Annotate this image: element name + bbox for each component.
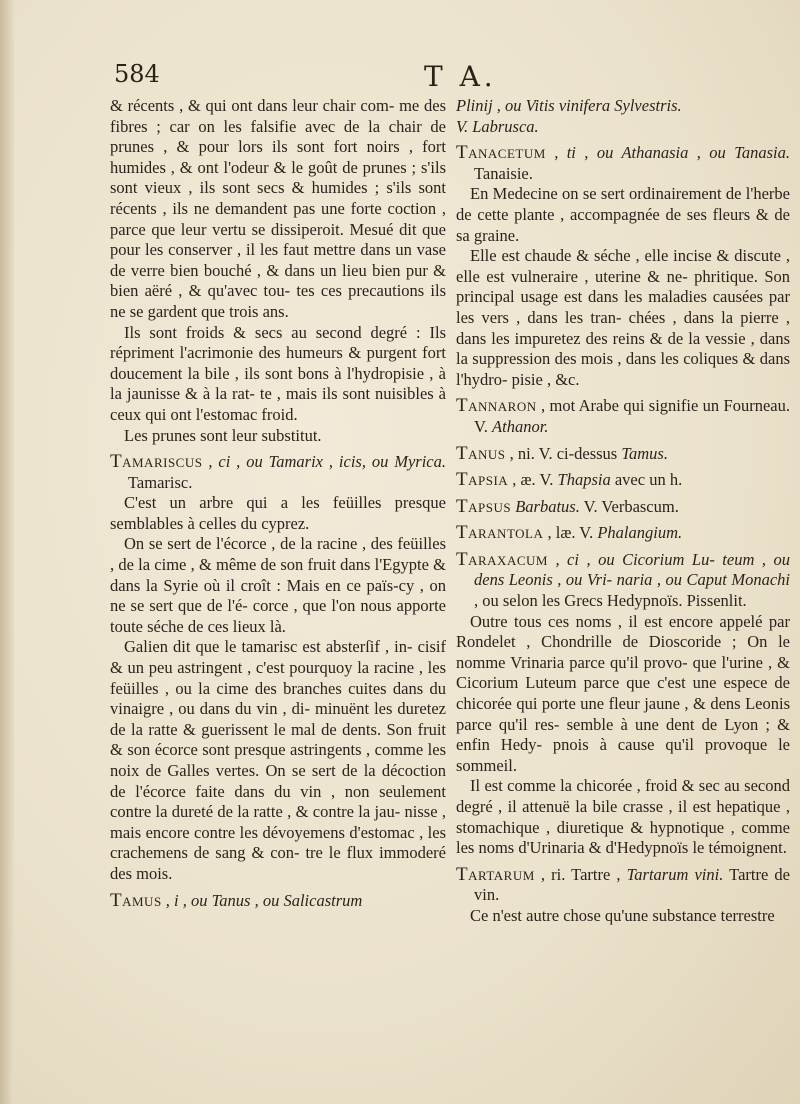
entry-definition: , mot Arabe qui signifie un Fourneau. V. (474, 396, 790, 436)
dictionary-entry (456, 444, 790, 465)
dictionary-entry (456, 396, 790, 437)
paragraph: & récents , & qui ont dans leur chair com- me des fibres ; car on les falsifie avec de la chair de prunes , & pour lors ils sont fort noirs , fort humides , & ont l'odeur & le goût de prunes ; s'ils sont vieux , ils sont secs & humides ; s'ils sont récents , ils ne demandent pas une forte coction , parce que leur vertu se dissiperoit. Mesué dit que pour les conserver , il les faut mettre dans un vase de verre bien bouché , & dans un lieu bien pur & bien aëré , & qu'avec tou- tes ces precautions ils ne se gardent que trois ans. (110, 96, 446, 321)
entry-definition: , ni. V. ci-dessus (505, 443, 622, 463)
entry-french: Tamarisc. (128, 472, 193, 492)
paragraph: Ce n'est autre chose qu'une substance terrestre (470, 905, 775, 925)
continued-latin: Plinij , ou Vitis vinifera Sylvestris. (456, 96, 682, 115)
paragraph: Il est comme la chicorée , froid & sec au second degré , il attenuë la bile crasse , il est hepatique , stomachique , diuretique & hypnotique , comme les noms d'Urinaria & d'Hedypnoïs le témoignent. (456, 776, 790, 858)
entry-latin: Phalangium. (597, 523, 683, 543)
paragraph: En Medecine on se sert ordinairement de l'herbe de cette plante , accompagnée de ses fleurs & de sa graine. (456, 184, 790, 245)
entry-headword: Tartarum (456, 863, 535, 885)
dictionary-entry (456, 523, 790, 544)
entry-latin: Tamarix , icis, ou Myrica. (268, 452, 446, 472)
page-spine-shadow (0, 0, 14, 1104)
entry-inflection: , i , ou (161, 890, 212, 910)
entry-headword: Tapsus (456, 495, 512, 517)
entry-headword: Tapsia (456, 469, 509, 491)
dictionary-entry (456, 865, 790, 906)
entry-inflection: , ci , ou (547, 549, 623, 569)
entry-inflection: , ci , ou (202, 452, 269, 472)
entry-definition: , læ. V. (543, 523, 598, 543)
paragraph: Les prunes sont leur substitut. (124, 425, 322, 445)
page-header (114, 60, 774, 94)
entry-latin: Tanus , ou Salicastrum (211, 890, 363, 910)
dictionary-entry (456, 143, 790, 184)
dictionary-entry (456, 470, 790, 491)
entry-french: Tanaisie. (474, 163, 533, 183)
entry-latin: Thapsia (557, 470, 611, 490)
right-column (456, 96, 790, 927)
entry-french: Tartre de vin. (474, 864, 790, 905)
entry-latin: Athanasia , ou Tanasia. (621, 143, 790, 163)
entry-french: avec un h. (610, 470, 683, 490)
entry-inflection: , ti , ou (545, 143, 622, 163)
dictionary-entry (456, 497, 790, 518)
cross-reference: V. Labrusca. (456, 116, 539, 136)
entry-latin: Cicorium Lu- teum , ou dens Leonis , ou Vri- naria , ou Caput Monachi (474, 549, 790, 590)
entry-headword: Tamus (110, 889, 162, 911)
paragraph: Ils sont froids & secs au second degré : Ils répriment l'acrimonie des humeurs & purgent fort doucement la bile , ils sont bons à l'hydropisie , à la jaunisse & à la rat- te , mais ils sont nuisibles à ceux qui ont l'estomac froid. (110, 322, 446, 424)
entry-headword: Tamariscus (110, 451, 203, 473)
entry-french: V. Verbascum. (579, 496, 679, 516)
paragraph: Outre tous ces noms , il est encore appelé par Rondelet , Chondrille de Dioscoride ; On le nomme Vrinaria parce qu'il provo- que l'urine , & Cicorium Luteum parce que c'est une espece de chicorée qui porte une fleur jaune , & dens Leonis parce qu'il res- semble à une dent de Lyon ; & enfin Hedy- pnois à cause qu'il provoque le sommeil. (456, 611, 790, 775)
entry-french: , ou selon les Grecs Hedypnoïs. Pissenlit. (474, 591, 747, 611)
entry-headword: Tanacetum (456, 142, 546, 164)
entry-latin: Tamus. (621, 443, 668, 463)
paragraph: On se sert de l'écorce , de la racine , des feüilles , de la cime , & même de son fruit dans l'Egypte & dans la Syrie où il croît : Mais en ce païs-cy , on ne se sert que de l'é- corce , que l'on nous apporte toute séche de ces lieux là. (110, 534, 446, 636)
dictionary-entry (110, 891, 446, 912)
page-number: 584 (114, 60, 160, 88)
entry-headword: Tannaron (456, 395, 537, 417)
entry-definition: , æ. V. (508, 470, 558, 490)
entry-headword: Tanus (456, 442, 506, 464)
paragraph: Galien dit que le tamarisc est absterſif , in- cisif & un peu astringent , c'est pourquoy la racine , les feüilles , ou la cime des branches cuites dans du vinaigre , ou dans du vin , di- minuënt les duretez de la ratte & guerissent le mal de dents. Son fruit & son écorce sont presque astringents , comme les noix de Galles vertes. On se sert de la décoction de l'écorce faite dans du vin , non seulement contre la dureté de la ratte , & contre la jau- nisse , mais encore contre les dévoyemens d'estomac , les crachemens de sang & con- tre le flux immoderé des mois. (110, 637, 446, 883)
entry-latin: Athanor. (492, 416, 549, 436)
dictionary-entry (456, 550, 790, 612)
entry-definition: , ri. Tartre , (534, 864, 627, 884)
entry-headword: Taraxacum (456, 548, 548, 570)
paragraph: Elle est chaude & séche , elle incise & discute , elle est vulneraire , uterine & ne- phritique. Son principal usage est dans les maladies causées par les vers , dans les tran- chées , dans la pierre , dans les impuretez des reins & de la vessie , dans la suppression des mois , dans les coliques & dans l'hydro- pisie , &c. (456, 246, 790, 389)
entry-latin: Tartarum vini. (626, 864, 724, 884)
paragraph: C'est un arbre qui a les feüilles presque semblables à celles du cyprez. (110, 493, 446, 533)
left-column (110, 96, 446, 911)
dictionary-entry (110, 452, 446, 493)
running-head: T A. (424, 60, 497, 93)
entry-latin: Barbatus. (515, 496, 580, 516)
entry-headword: Tarantola (456, 522, 544, 544)
